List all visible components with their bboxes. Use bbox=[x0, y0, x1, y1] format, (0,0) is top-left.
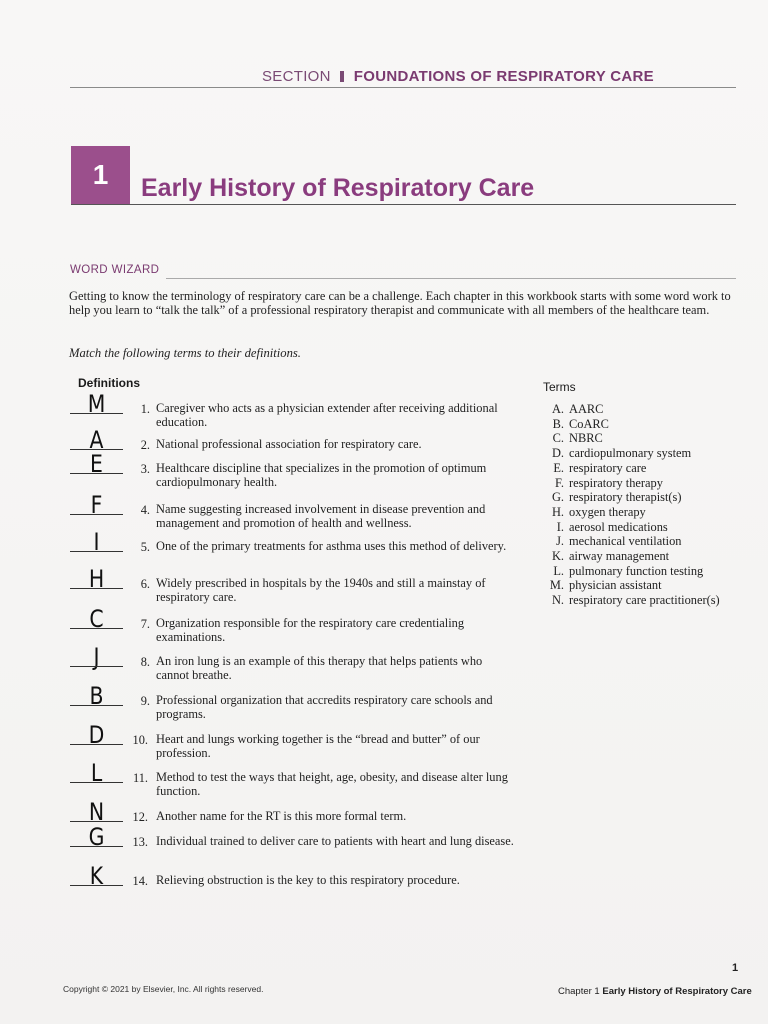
term-letter: H. bbox=[551, 504, 564, 519]
section-divider-bar bbox=[340, 71, 344, 82]
handwritten-answer: H bbox=[88, 565, 105, 593]
term-item bbox=[540, 476, 663, 491]
definition-number: 13. bbox=[132, 835, 148, 849]
answer-blank-line[interactable] bbox=[70, 666, 123, 667]
answer-blank-line[interactable] bbox=[70, 628, 123, 629]
handwritten-answer: N bbox=[88, 798, 105, 826]
definition-number: 12. bbox=[132, 810, 148, 824]
definition-number: 8. bbox=[140, 655, 150, 669]
copyright-notice: Copyright © 2021 by Elsevier, Inc. All rights reserved. bbox=[63, 984, 264, 994]
terms-heading: Terms bbox=[543, 380, 576, 394]
term-item bbox=[540, 461, 646, 476]
term-text: cardiopulmonary system bbox=[569, 446, 692, 461]
definition-number: 6. bbox=[140, 577, 150, 591]
answer-blank-line[interactable] bbox=[70, 705, 123, 706]
definition-number: 11. bbox=[132, 771, 148, 785]
term-letter: E. bbox=[553, 460, 564, 475]
footer-chapter-title: Early History of Respiratory Care bbox=[602, 986, 752, 997]
term-item bbox=[540, 593, 720, 608]
term-text: respiratory care bbox=[569, 460, 647, 475]
definition-text: Professional organization that accredits respiratory care schools and programs. bbox=[156, 693, 493, 721]
definition-text: National professional association for respiratory care. bbox=[156, 437, 422, 451]
term-item bbox=[540, 490, 682, 505]
handwritten-answer: I bbox=[93, 528, 100, 556]
section-title: FOUNDATIONS OF RESPIRATORY CARE bbox=[353, 68, 654, 85]
term-letter: I. bbox=[556, 519, 564, 534]
term-item bbox=[540, 564, 703, 579]
term-item bbox=[540, 431, 603, 446]
handwritten-answer: D bbox=[88, 721, 105, 749]
handwritten-answer: M bbox=[87, 390, 106, 418]
handwritten-answer: E bbox=[90, 450, 103, 478]
answer-blank-line[interactable] bbox=[70, 588, 123, 589]
answer-blank-line[interactable] bbox=[70, 846, 123, 847]
page-number: 1 bbox=[732, 962, 739, 974]
definition-number: 3. bbox=[140, 462, 150, 476]
definition-text: Heart and lungs working together is the “bread and butter” of our profession. bbox=[156, 732, 480, 760]
definition-text: Name suggesting increased involvement in disease prevention and management and promotion of health and wellness. bbox=[156, 502, 486, 530]
term-letter: A. bbox=[551, 402, 564, 416]
chapter-title: Early History of Respiratory Care bbox=[141, 174, 535, 202]
term-text: mechanical ventilation bbox=[569, 534, 682, 549]
answer-blank-line[interactable] bbox=[70, 514, 123, 515]
intro-paragraph: Getting to know the terminology of respiratory care can be a challenge. Each chapter in this workbook starts with some word work to help you learn to “talk the talk” of a professional respiratory therapist and communicate with all members of the healthcare team. bbox=[69, 289, 731, 317]
footer-chapter-label: Chapter 1 bbox=[558, 986, 600, 997]
definition-text: An iron lung is an example of this therapy that helps patients who cannot breathe. bbox=[156, 654, 483, 682]
term-letter: C. bbox=[552, 431, 564, 446]
definition-text: Individual trained to deliver care to patients with heart and lung disease. bbox=[156, 834, 514, 848]
definition-text: Organization responsible for the respiratory care credentialing examinations. bbox=[156, 616, 465, 644]
term-letter: J. bbox=[556, 534, 564, 549]
definition-number: 4. bbox=[140, 503, 150, 517]
term-letter: L. bbox=[553, 563, 564, 578]
term-text: respiratory care practitioner(s) bbox=[569, 593, 720, 608]
term-text: physician assistant bbox=[569, 578, 662, 593]
answer-blank-line[interactable] bbox=[70, 744, 123, 745]
definition-text: Another name for the RT is this more formal term. bbox=[156, 809, 407, 823]
term-item bbox=[540, 417, 609, 432]
answer-blank-line[interactable] bbox=[70, 885, 123, 886]
definition-text: Caregiver who acts as a physician extender after receiving additional education. bbox=[156, 401, 498, 429]
definition-text: Relieving obstruction is the key to this respiratory procedure. bbox=[156, 873, 460, 887]
term-text: airway management bbox=[569, 549, 670, 563]
term-item bbox=[540, 446, 691, 461]
term-text: pulmonary function testing bbox=[569, 563, 704, 578]
term-text: CoARC bbox=[569, 416, 609, 431]
handwritten-answer: L bbox=[90, 759, 103, 787]
word-wizard-label: WORD WIZARD bbox=[70, 264, 160, 276]
answer-blank-line[interactable] bbox=[70, 782, 123, 783]
chapter-number-badge: 1 bbox=[71, 146, 130, 204]
term-text: AARC bbox=[569, 402, 604, 416]
footer-chapter bbox=[558, 986, 752, 997]
section-header bbox=[262, 68, 654, 85]
term-letter: M. bbox=[549, 578, 564, 593]
definition-number: 1. bbox=[140, 402, 150, 416]
term-letter: N. bbox=[551, 593, 564, 608]
term-letter: G. bbox=[551, 490, 564, 505]
term-item bbox=[540, 402, 603, 417]
handwritten-answer: C bbox=[89, 605, 104, 633]
definition-text: One of the primary treatments for asthma uses this method of delivery. bbox=[156, 539, 507, 553]
definition-text: Widely prescribed in hospitals by the 1940s and still a mainstay of respiratory care. bbox=[156, 576, 486, 604]
instruction-text: Match the following terms to their definitions. bbox=[69, 346, 301, 360]
word-wizard-rule bbox=[166, 278, 736, 279]
term-letter: D. bbox=[551, 446, 564, 461]
chapter-rule bbox=[71, 204, 736, 205]
term-text: respiratory therapy bbox=[569, 475, 663, 490]
definition-number: 14. bbox=[132, 874, 148, 888]
section-rule bbox=[70, 87, 736, 88]
section-word: SECTION bbox=[262, 68, 331, 85]
term-letter: B. bbox=[552, 416, 564, 431]
definition-number: 5. bbox=[140, 540, 150, 554]
handwritten-answer: B bbox=[89, 682, 104, 710]
definitions-heading: Definitions bbox=[78, 376, 140, 390]
handwritten-answer: G bbox=[88, 823, 105, 851]
answer-blank-line[interactable] bbox=[70, 413, 123, 414]
handwritten-answer: A bbox=[89, 426, 104, 454]
handwritten-answer: F bbox=[90, 491, 103, 519]
term-letter: F. bbox=[555, 475, 564, 490]
term-text: NBRC bbox=[569, 431, 603, 446]
definition-number: 2. bbox=[140, 438, 150, 452]
definition-text: Healthcare discipline that specializes in the promotion of optimum cardiopulmonary health. bbox=[156, 461, 487, 489]
term-letter: K. bbox=[551, 549, 564, 563]
definition-number: 10. bbox=[132, 733, 148, 747]
definition-number: 9. bbox=[140, 694, 150, 708]
definition-text: Method to test the ways that height, age, obesity, and disease alter lung function. bbox=[156, 770, 508, 798]
term-item bbox=[540, 578, 662, 593]
answer-blank-line[interactable] bbox=[70, 551, 123, 552]
handwritten-answer: J bbox=[93, 643, 100, 671]
answer-blank-line[interactable] bbox=[70, 821, 123, 822]
handwritten-answer: K bbox=[89, 862, 104, 890]
term-item bbox=[540, 520, 668, 535]
term-text: oxygen therapy bbox=[569, 504, 646, 519]
answer-blank-line[interactable] bbox=[70, 473, 123, 474]
term-item bbox=[540, 549, 669, 564]
term-text: respiratory therapist(s) bbox=[569, 490, 682, 505]
term-item bbox=[540, 505, 646, 520]
definition-number: 7. bbox=[140, 617, 150, 631]
term-text: aerosol medications bbox=[569, 519, 668, 534]
term-item bbox=[540, 534, 682, 549]
